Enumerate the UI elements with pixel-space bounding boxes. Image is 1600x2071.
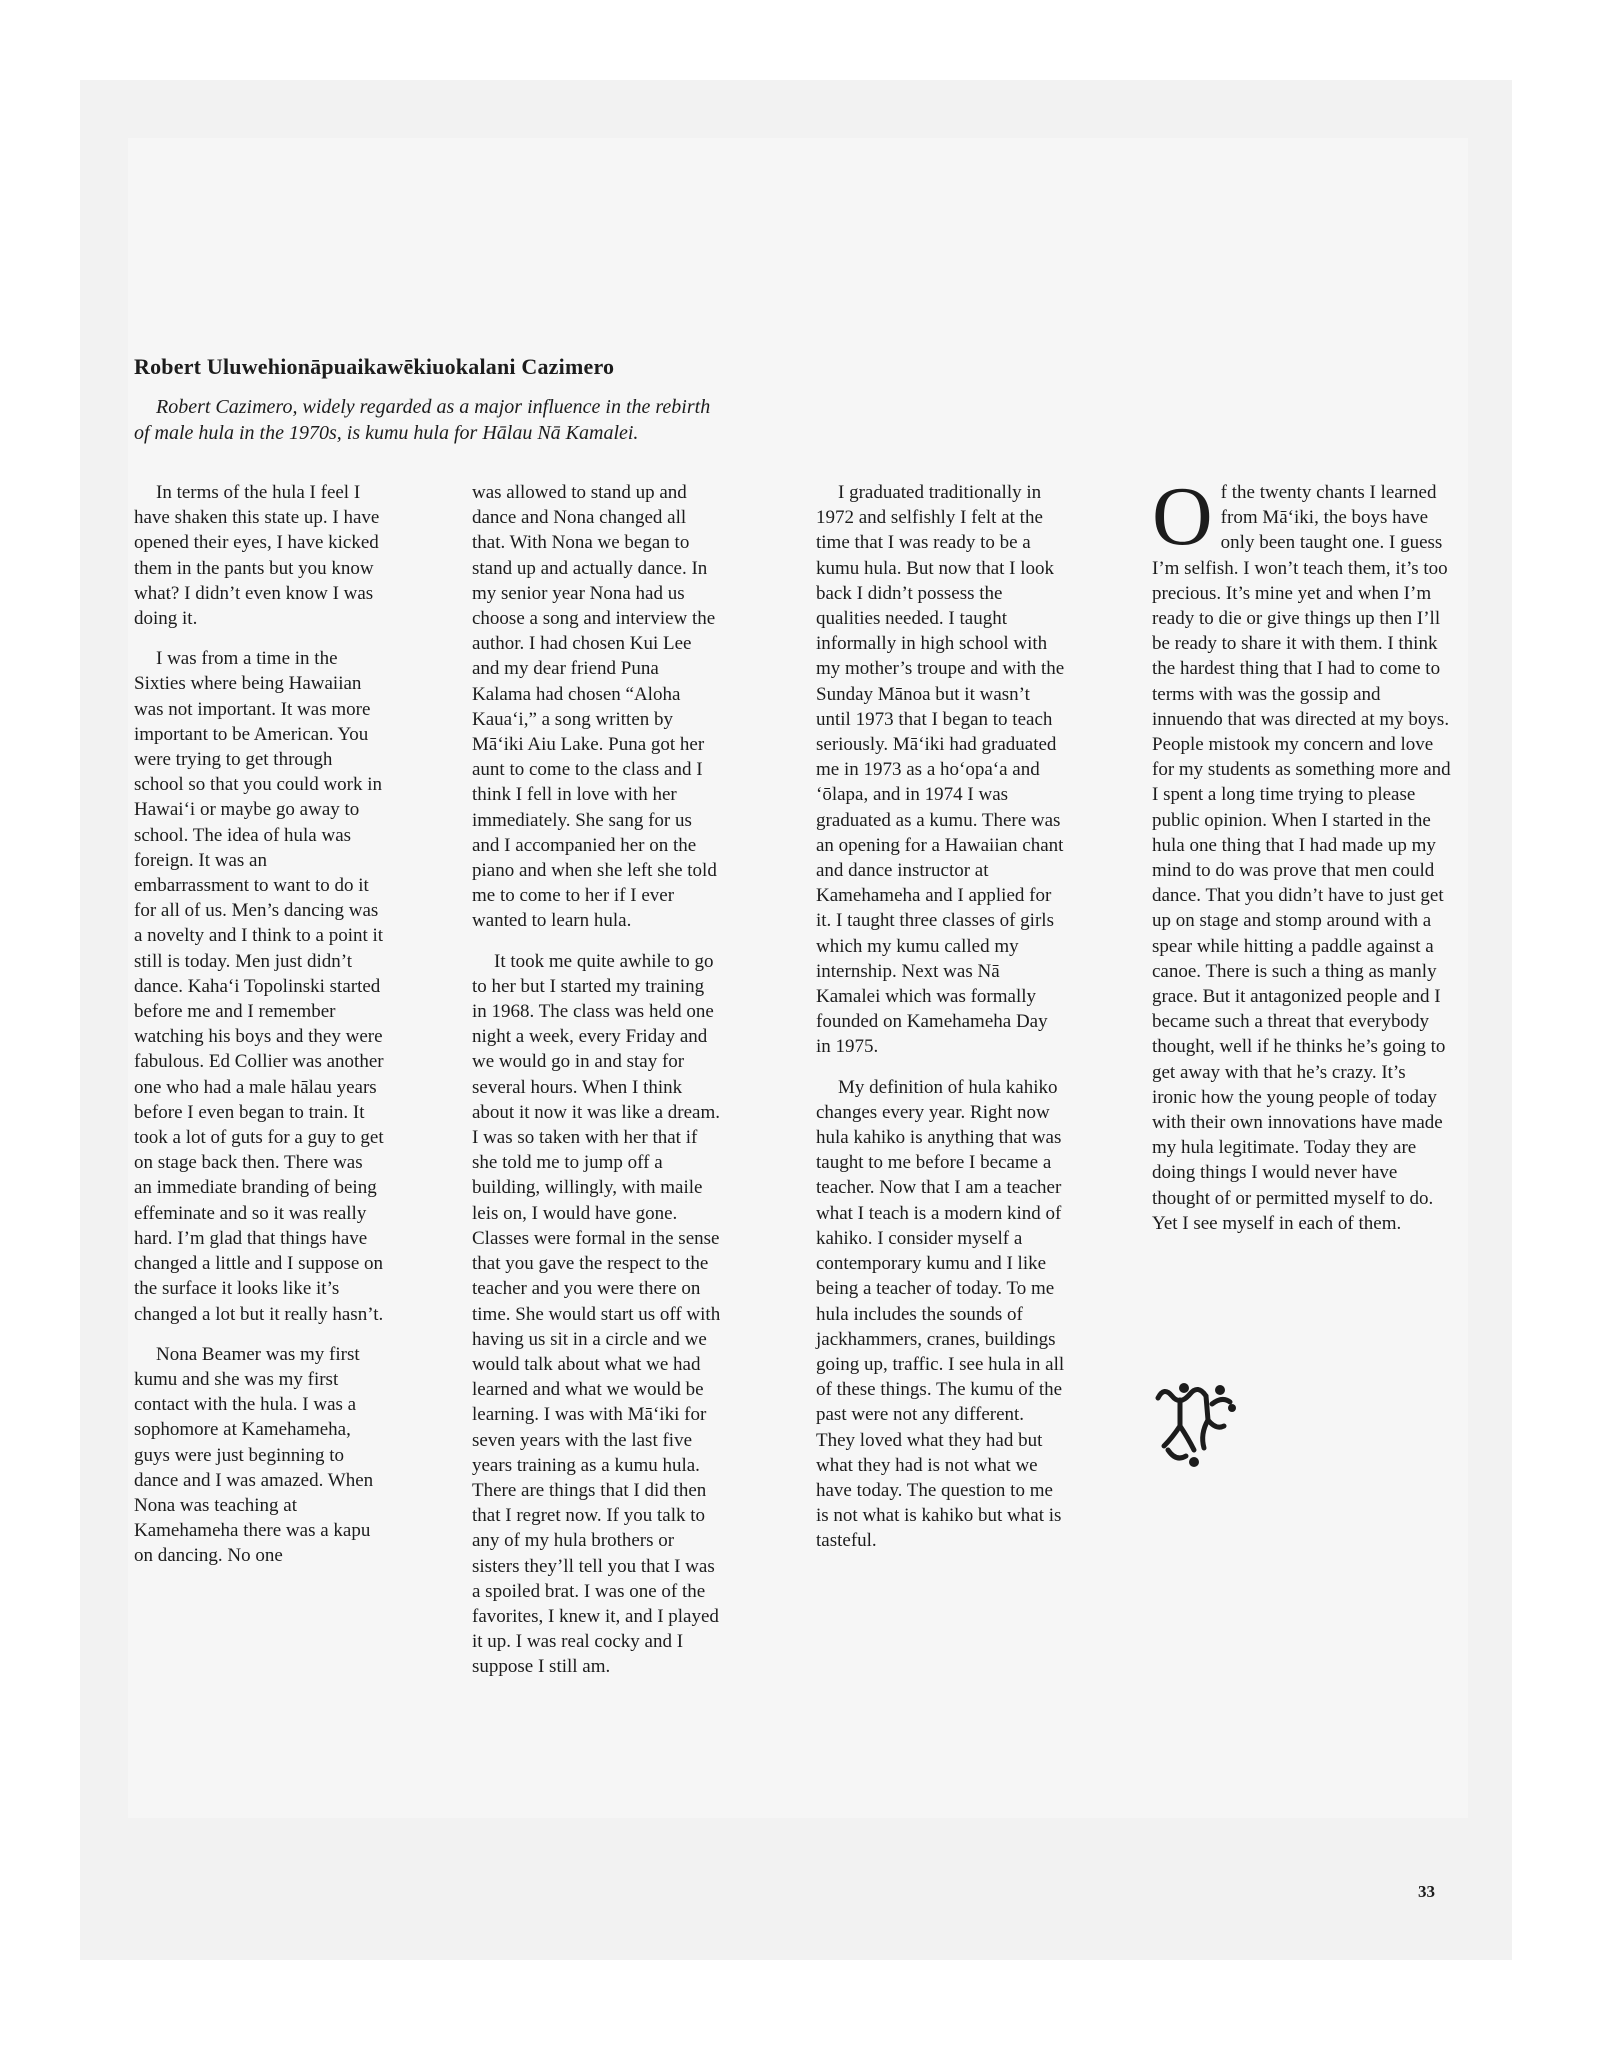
petroglyph-dancers-icon	[1150, 1376, 1240, 1476]
paragraph-continued: was allowed to stand up and dance and Nona changed all that. With Nona we began to stand up and actually dance. In my senior year Nona had us choose a song and interview the author. I had chosen Kui Lee and my dear friend Puna Kalama had chosen “Aloha Kauaʻi,” a song written by Māʻiki Aiu Lake. Puna got her aunt to come to the class and I think I fell in love with her immediately. She sang for us and I accompanied her on the piano and when she left she told me to come to her if I ever wanted to learn hula.	[472, 482, 717, 932]
paragraph: In terms of the hula I feel I have shaken this state up. I have opened their eyes, I have kicked them in the pants but you know what? I didn’t even know I was doing it.	[134, 482, 380, 630]
paragraph: My definition of hula kahiko changes every year. Right now hula kahiko is anything that was taught to me before I became a teacher. Now that I am a teacher what I teach is a modern kind of kahiko. I consider myself a contemporary kumu and I like being a teacher of today. To me hula includes the sounds of jackhammers, cranes, buildings going up, traffic. I see hula in all of these things. The kumu of the past were not any different. They loved what they had but what they had is not what we have today. The question to me is not what is kahiko but what is tasteful.	[816, 1076, 1065, 1552]
paragraph-dropcap	[1152, 470, 1454, 1236]
intro-line-2: of male hula in the 1970s, is kumu hula for Hālau Nā Kamalei.	[134, 422, 639, 444]
author-name: Robert Uluwehionāpuaikawēkiuokalani Cazimero	[134, 354, 615, 379]
column-3	[816, 480, 1066, 1569]
paragraph: It took me quite awhile to go to her but I started my training in 1968. The class was held one night a week, every Friday and we would go in and stay for several hours. When I think about it now it was like a dream. I was so taken with her that if she told me to jump off a building, willingly, with maile leis on, I would have gone. Classes were formal in the sense that you gave the respect to the teacher and you were there on time. She would start us off with having us sit in a circle and we would talk about what we had learned and what we would be learning. I was with Māʻiki for seven years with the last five years training as a kumu hula. There are things that I did then that I regret now. If you talk to any of my hula brothers or sisters they’ll tell you that I was a spoiled brat. I was one of the favorites, I knew it, and I played it up. I was real cocky and I suppose I still am.	[472, 950, 721, 1678]
paragraph: Nona Beamer was my first kumu and she was my first contact with the hula. I was a sophomore at Kamehameha, guys were just beginning to dance and I was amazed. When Nona was teaching at Kamehameha there was a kapu on dancing. No one	[134, 1343, 374, 1567]
column-2	[472, 480, 722, 1695]
column-4	[1152, 470, 1454, 1251]
page-number: 33	[1418, 1882, 1435, 1901]
paragraph: I was from a time in the Sixties where being Hawaiian was not important. It was more important to be American. You were trying to get through school so that you could work in Hawaiʻi or maybe go away to school. The idea of hula was foreign. It was an embarrassment to want to do it for all of us. Men’s dancing was a novelty and I think to a point it still is today. Men just didn’t dance. Kahaʻi Topolinski started before me and I remember watching his boys and they were fabulous. Ed Collier was another one who had a male hālau years before I even began to train. It took a lot of guts for a guy to get on stage back then. There was an immediate branding of being effeminate and so it was really hard. I’m glad that things have changed a little and I suppose on the surface it looks like it’s changed a lot but it really hasn’t.	[134, 648, 384, 1325]
intro-line-1: Robert Cazimero, widely regarded as a major influence in the rebirth	[156, 396, 711, 418]
dropcap-paragraph-text: f the twenty chants I learned from Māʻiki, the boys have only been taught one. I guess I’m selfish. I won’t teach them, it’s too precious. It’s mine yet and when I’m ready to die or give things up then I’ll be ready to share it with them. I think the hardest thing that I had to come to terms with was the gossip and innuendo that was directed at my boys. People mistook my concern and love for my students as something more and I spent a long time trying to please public opinion. When I started in the hula one thing that I had made up my mind to do was prove that men could dance. That you didn’t have to just get up on stage and stomp around with a spear while hitting a paddle against a canoe. There is such a thing as manly grace. But it antagonized people and I became such a threat that everybody thought, well if he thinks he’s going to get away with that he’s crazy. It’s ironic how the young people of today with their own innovations have made my hula legitimate. Today they are doing things I would never have thought of or permitted myself to do. Yet I see myself in each of them.	[1152, 482, 1451, 1234]
column-1	[134, 480, 384, 1584]
drop-cap: O	[1152, 470, 1213, 563]
paragraph: I graduated traditionally in 1972 and selfishly I felt at the time that I was ready to be a kumu hula. But now that I look back I didn’t possess the qualities needed. I taught informally in high school with my mother’s troupe and with the Sunday Mānoa but it wasn’t until 1973 that I began to teach seriously. Māʻiki had graduated me in 1973 as a hoʻopaʻa and ʻōlapa, and in 1974 I was graduated as a kumu. There was an opening for a Hawaiian chant and dance instructor at Kamehameha and I applied for it. I taught three classes of girls which my kumu called my internship. Next was Nā Kamalei which was formally founded on Kamehameha Day in 1975.	[816, 482, 1065, 1058]
article-header	[134, 354, 954, 446]
author-intro	[134, 394, 954, 446]
